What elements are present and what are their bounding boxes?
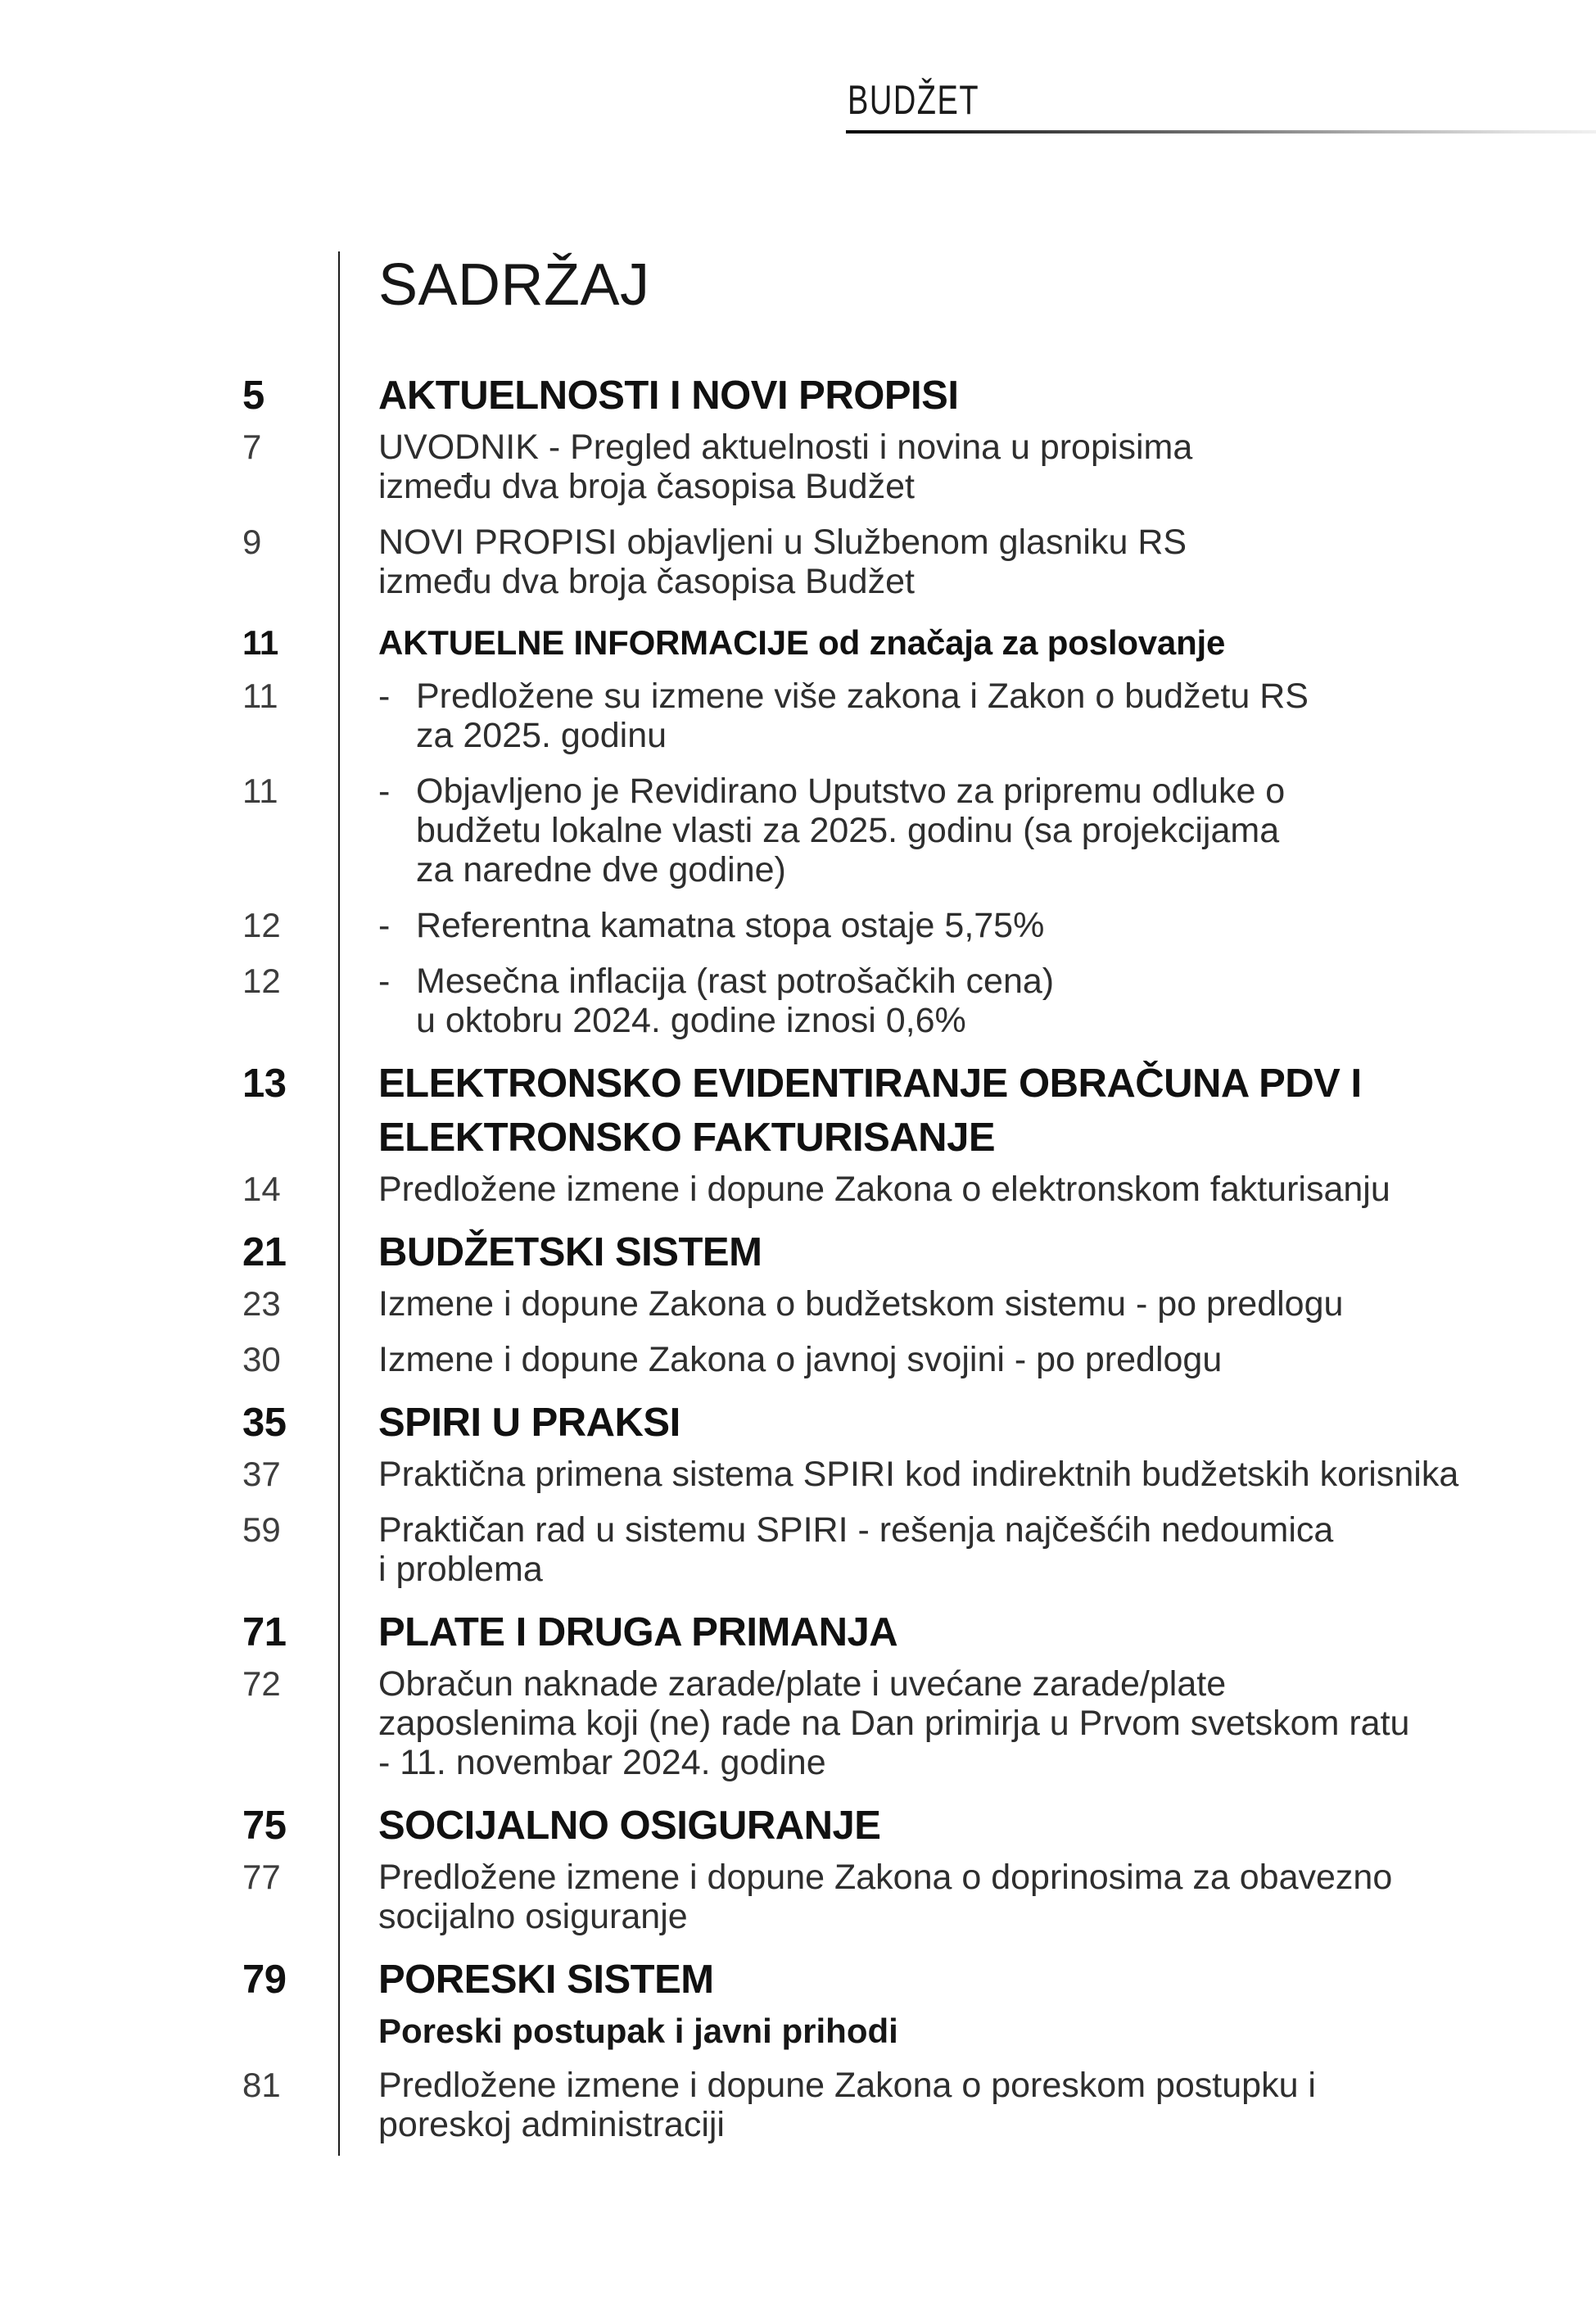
toc-line: Izmene i dopune Zakona o budžetskom sistemu - po predlogu bbox=[378, 1284, 1344, 1324]
toc-line: SOCIJALNO OSIGURANJE bbox=[378, 1804, 881, 1848]
table-of-contents bbox=[242, 252, 1520, 2161]
toc-line: Predložene su izmene više zakona i Zakon o budžetu RS bbox=[416, 677, 1309, 716]
toc-row bbox=[242, 523, 1520, 601]
toc-line: PORESKI SISTEM bbox=[378, 1958, 714, 2002]
toc-page-number: 72 bbox=[242, 1664, 281, 1703]
toc-entry bbox=[378, 1396, 1508, 1450]
toc-page-number: 79 bbox=[242, 1958, 287, 2002]
toc-page-number: 5 bbox=[242, 373, 264, 418]
toc-row bbox=[242, 428, 1520, 506]
toc-line: Praktična primena sistema SPIRI kod indirektnih budžetskih korisnika bbox=[378, 1455, 1459, 1494]
toc-row bbox=[242, 1510, 1520, 1589]
toc-line: budžetu lokalne vlasti za 2025. godinu (sa projekcijama bbox=[416, 811, 1280, 850]
toc-line: između dva broja časopisa Budžet bbox=[378, 562, 915, 601]
toc-row bbox=[242, 1455, 1520, 1494]
toc-row bbox=[242, 369, 1520, 423]
toc-row bbox=[242, 1953, 1520, 2007]
toc-title-row bbox=[242, 252, 1520, 369]
toc-line: i problema bbox=[378, 1550, 543, 1589]
toc-line: Predložene izmene i dopune Zakona o doprinosima za obavezno bbox=[378, 1858, 1393, 1897]
toc-row bbox=[242, 1605, 1520, 1659]
page-title: SADRŽAJ bbox=[378, 252, 650, 318]
toc-row bbox=[242, 1664, 1520, 1782]
toc-line: ELEKTRONSKO EVIDENTIRANJE OBRAČUNA PDV I bbox=[378, 1061, 1362, 1106]
toc-entry bbox=[378, 523, 1508, 601]
toc-entry bbox=[378, 618, 1508, 668]
toc-row bbox=[242, 962, 1520, 1040]
toc-page-number: 7 bbox=[242, 428, 262, 466]
toc-line: socijalno osiguranje bbox=[378, 1897, 688, 1936]
toc-line: zaposlenima koji (ne) rade na Dan primirja u Prvom svetskom ratu bbox=[378, 1704, 1410, 1743]
toc-page-number: 13 bbox=[242, 1061, 287, 1106]
toc-page-number: 37 bbox=[242, 1455, 281, 1493]
toc-line: SPIRI U PRAKSI bbox=[378, 1401, 680, 1445]
toc-entry bbox=[378, 1799, 1508, 1853]
toc-entry bbox=[378, 2012, 1508, 2051]
dash-bullet: - bbox=[378, 962, 391, 1001]
toc-line: između dva broja časopisa Budžet bbox=[378, 467, 915, 506]
toc-line: Obračun naknade zarade/plate i uvećane zarade/plate bbox=[378, 1664, 1227, 1704]
toc-row bbox=[242, 772, 1520, 889]
toc-entry bbox=[378, 677, 1508, 755]
toc-line: Poreski postupak i javni prihodi bbox=[378, 2012, 898, 2050]
toc-line: PLATE I DRUGA PRIMANJA bbox=[378, 1610, 898, 1654]
toc-rows bbox=[242, 369, 1520, 2144]
toc-entry bbox=[378, 1455, 1508, 1494]
toc-row bbox=[242, 1340, 1520, 1379]
toc-entry bbox=[378, 1664, 1508, 1782]
toc-line: Mesečna inflacija (rast potrošačkih cena) bbox=[416, 962, 1055, 1001]
dash-bullet: - bbox=[378, 906, 391, 945]
toc-line: poreskoj administraciji bbox=[378, 2105, 725, 2144]
toc-entry bbox=[378, 1225, 1508, 1279]
toc-entry bbox=[378, 1605, 1508, 1659]
dash-bullet: - bbox=[378, 772, 391, 811]
toc-page-number: 75 bbox=[242, 1804, 287, 1848]
toc-page-number: 23 bbox=[242, 1284, 281, 1323]
toc-row bbox=[242, 1057, 1520, 1165]
dash-bullet: - bbox=[378, 677, 391, 716]
toc-line: Referentna kamatna stopa ostaje 5,75% bbox=[416, 906, 1045, 945]
toc-line: AKTUELNE INFORMACIJE od značaja za poslovanje bbox=[378, 623, 1226, 662]
toc-page-number: 9 bbox=[242, 523, 262, 561]
toc-entry bbox=[378, 2066, 1508, 2144]
toc-page-number: 11 bbox=[242, 623, 278, 662]
toc-entry bbox=[378, 1858, 1508, 1936]
toc-page-number: 21 bbox=[242, 1230, 287, 1274]
header-gradient-rule bbox=[846, 130, 1596, 134]
toc-line: Predložene izmene i dopune Zakona o poreskom postupku i bbox=[378, 2066, 1316, 2105]
toc-entry bbox=[378, 1953, 1508, 2007]
toc-line: Objavljeno je Revidirano Uputstvo za pripremu odluke o bbox=[416, 772, 1286, 811]
toc-page-number: 30 bbox=[242, 1340, 281, 1378]
toc-page-number: 59 bbox=[242, 1510, 281, 1549]
toc-page-number: 14 bbox=[242, 1170, 281, 1208]
toc-entry bbox=[378, 962, 1508, 1040]
toc-row bbox=[242, 1799, 1520, 1853]
toc-line: NOVI PROPISI objavljeni u Službenom glasniku RS bbox=[378, 523, 1187, 562]
toc-page-number: 77 bbox=[242, 1858, 281, 1896]
toc-line: ELEKTRONSKO FAKTURISANJE bbox=[378, 1116, 996, 1160]
toc-entry bbox=[378, 906, 1508, 945]
toc-line: Predložene izmene i dopune Zakona o elektronskom fakturisanju bbox=[378, 1170, 1390, 1209]
toc-row bbox=[242, 1225, 1520, 1279]
toc-line: za 2025. godinu bbox=[416, 716, 667, 755]
toc-entry bbox=[378, 1510, 1508, 1589]
toc-row bbox=[242, 618, 1520, 668]
toc-line: u oktobru 2024. godine iznosi 0,6% bbox=[416, 1001, 966, 1040]
toc-line: Praktičan rad u sistemu SPIRI - rešenja najčešćih nedoumica bbox=[378, 1510, 1334, 1550]
toc-page-number: 11 bbox=[242, 772, 278, 810]
toc-entry bbox=[378, 1340, 1508, 1379]
toc-row bbox=[242, 1284, 1520, 1324]
toc-entry bbox=[378, 1284, 1508, 1324]
toc-page-number: 11 bbox=[242, 677, 278, 715]
toc-entry bbox=[378, 1057, 1508, 1165]
toc-line: Izmene i dopune Zakona o javnoj svojini - po predlogu bbox=[378, 1340, 1223, 1379]
toc-line: BUDŽETSKI SISTEM bbox=[378, 1230, 762, 1274]
toc-page-number: 71 bbox=[242, 1610, 287, 1654]
toc-line: UVODNIK - Pregled aktuelnosti i novina u propisima bbox=[378, 428, 1193, 467]
toc-row bbox=[242, 1170, 1520, 1209]
toc-entry bbox=[378, 1170, 1508, 1209]
toc-row bbox=[242, 677, 1520, 755]
magazine-title: BUDŽET bbox=[848, 77, 980, 123]
toc-row bbox=[242, 2066, 1520, 2144]
toc-row bbox=[242, 2012, 1520, 2051]
toc-page-number: 12 bbox=[242, 962, 281, 1000]
toc-page-number: 81 bbox=[242, 2066, 281, 2104]
toc-line: za naredne dve godine) bbox=[416, 850, 786, 889]
toc-line: - 11. novembar 2024. godine bbox=[378, 1743, 826, 1782]
toc-entry bbox=[378, 428, 1508, 506]
toc-page-number: 35 bbox=[242, 1401, 287, 1445]
toc-entry bbox=[378, 369, 1508, 423]
toc-line: AKTUELNOSTI I NOVI PROPISI bbox=[378, 373, 959, 418]
toc-row bbox=[242, 1858, 1520, 1936]
toc-page-number: 12 bbox=[242, 906, 281, 944]
toc-entry bbox=[378, 772, 1508, 889]
toc-row bbox=[242, 906, 1520, 945]
toc-row bbox=[242, 1396, 1520, 1450]
